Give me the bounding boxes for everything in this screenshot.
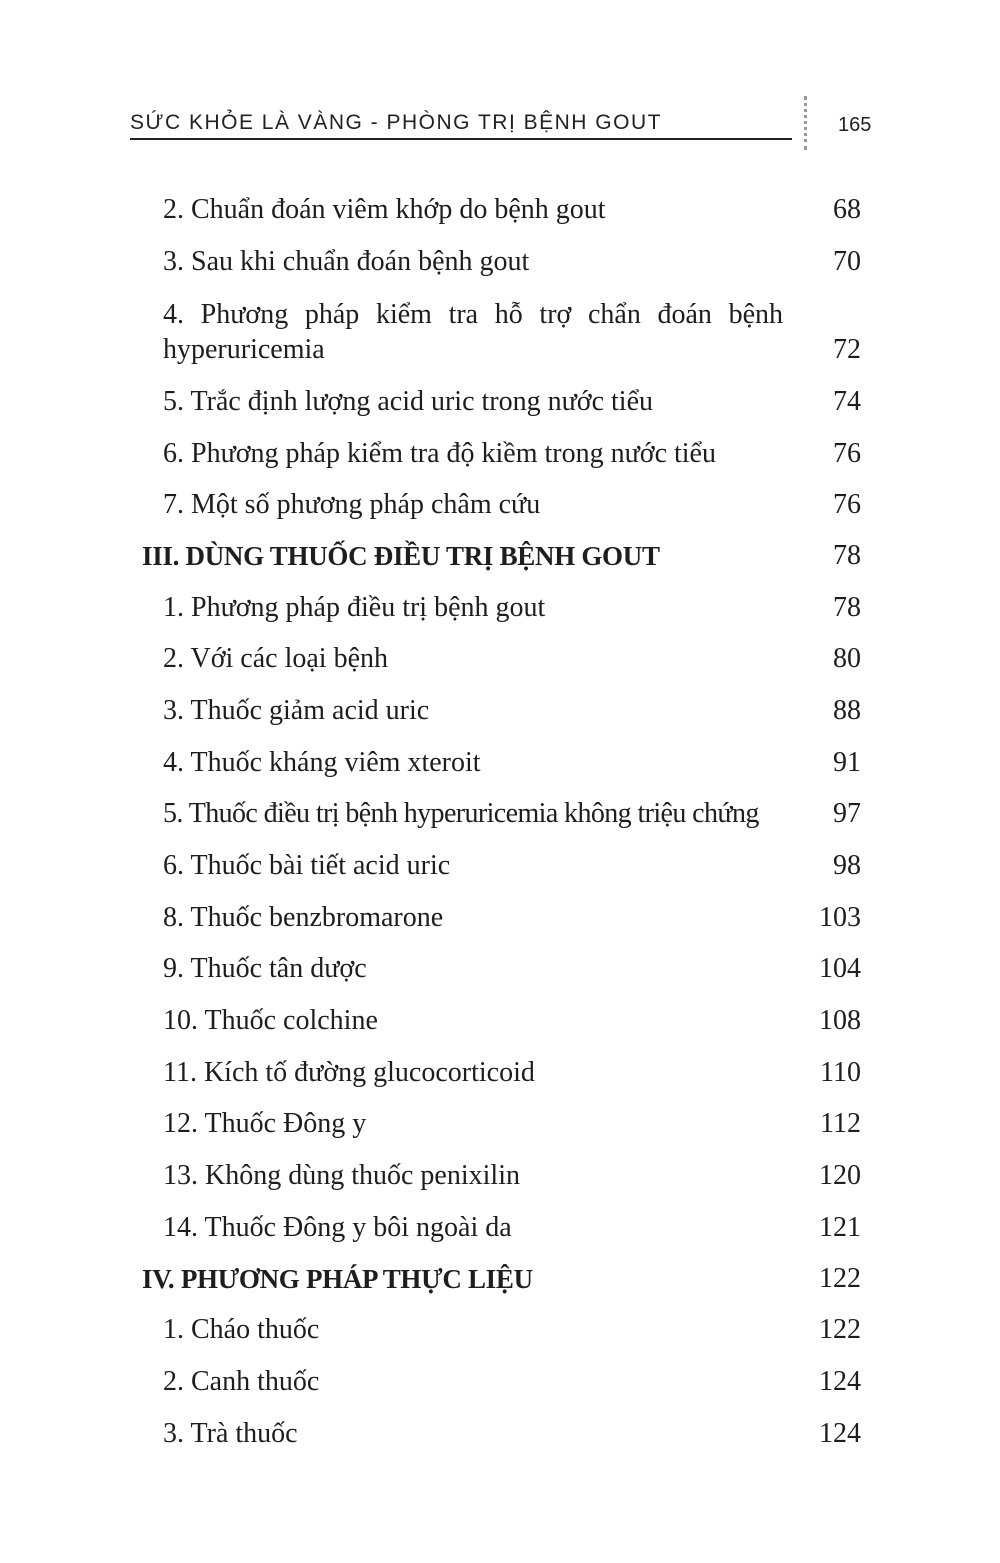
toc-entry-page: 124 xyxy=(819,1366,861,1397)
toc-entry-label: 4. Thuốc kháng viêm xteroit xyxy=(163,747,481,778)
toc-entry-page: 108 xyxy=(819,1005,861,1036)
toc-entry-page: 98 xyxy=(833,850,861,881)
toc-entry-page: 122 xyxy=(819,1263,861,1294)
toc-entry-page: 112 xyxy=(820,1108,861,1139)
toc-entry-label: 3. Trà thuốc xyxy=(163,1418,298,1449)
running-header-title: SỨC KHỎE LÀ VÀNG - PHÒNG TRỊ BỆNH GOUT xyxy=(130,111,662,134)
toc-entry-multiline xyxy=(0,297,1000,369)
toc-entry-label: 9. Thuốc tân dược xyxy=(163,953,367,984)
toc-entry-label: 2. Với các loại bệnh xyxy=(163,643,388,674)
toc-entry-page: 120 xyxy=(819,1160,861,1191)
toc-entry-page: 103 xyxy=(819,902,861,933)
toc-entry-page: 91 xyxy=(833,747,861,778)
toc-entry-label-line2: hyperuricemia xyxy=(163,334,325,365)
toc-entry-page: 68 xyxy=(833,194,861,225)
toc-entry-label: 10. Thuốc colchine xyxy=(163,1005,378,1036)
toc-entry-page: 124 xyxy=(819,1418,861,1449)
toc-entry-label: 3. Sau khi chuẩn đoán bệnh gout xyxy=(163,246,530,277)
toc-entry-label: 6. Phương pháp kiểm tra độ kiềm trong nước tiểu xyxy=(163,438,716,469)
toc-entry-label: 12. Thuốc Đông y xyxy=(163,1108,367,1139)
toc-section-label: IV. PHƯƠNG PHÁP THỰC LIỆU xyxy=(142,1264,533,1294)
toc-entry-page: 110 xyxy=(820,1057,861,1088)
toc-entry-label: 5. Thuốc điều trị bệnh hyperuricemia không triệu chứng xyxy=(163,798,759,829)
toc-entry-page: 76 xyxy=(833,438,861,469)
toc-entry-label: 14. Thuốc Đông y bôi ngoài da xyxy=(163,1212,512,1243)
toc-entry-label: 5. Trắc định lượng acid uric trong nước tiểu xyxy=(163,386,653,417)
toc-entry-label-line1: 4. Phương pháp kiểm tra hỗ trợ chẩn đoán bệnh xyxy=(163,299,783,330)
toc-entry-page: 70 xyxy=(833,246,861,277)
toc-entry-page: 78 xyxy=(833,540,861,571)
toc-entry-label: 8. Thuốc benzbromarone xyxy=(163,902,444,933)
toc-entry-page: 72 xyxy=(833,334,861,365)
toc-entry-label: 6. Thuốc bài tiết acid uric xyxy=(163,850,451,881)
toc-entry-page: 104 xyxy=(819,953,861,984)
toc-entry-label: 7. Một số phương pháp châm cứu xyxy=(163,489,541,520)
toc-entry-page: 97 xyxy=(833,798,861,829)
toc-entry-page: 122 xyxy=(819,1314,861,1345)
header-divider xyxy=(804,96,807,150)
running-header xyxy=(130,104,792,140)
toc-section-label: III. DÙNG THUỐC ĐIỀU TRỊ BỆNH GOUT xyxy=(142,541,660,571)
toc-entry-label: 13. Không dùng thuốc penixilin xyxy=(163,1160,520,1191)
toc-entry-label: 3. Thuốc giảm acid uric xyxy=(163,695,430,726)
toc-entry-label: 11. Kích tố đường glucocorticoid xyxy=(163,1057,535,1088)
page-number: 165 xyxy=(838,114,872,136)
toc-entry-label: 1. Phương pháp điều trị bệnh gout xyxy=(163,592,546,623)
toc-entry-label: 1. Cháo thuốc xyxy=(163,1314,320,1345)
toc-entry-page: 80 xyxy=(833,643,861,674)
toc-entry-page: 76 xyxy=(833,489,861,520)
toc-entry-page: 88 xyxy=(833,695,861,726)
toc-entry-page: 121 xyxy=(819,1212,861,1243)
toc-entry-page: 78 xyxy=(833,592,861,623)
toc-entry-label: 2. Chuẩn đoán viêm khớp do bệnh gout xyxy=(163,194,606,225)
toc-entry-label: 2. Canh thuốc xyxy=(163,1366,320,1397)
toc-entry-page: 74 xyxy=(833,386,861,417)
